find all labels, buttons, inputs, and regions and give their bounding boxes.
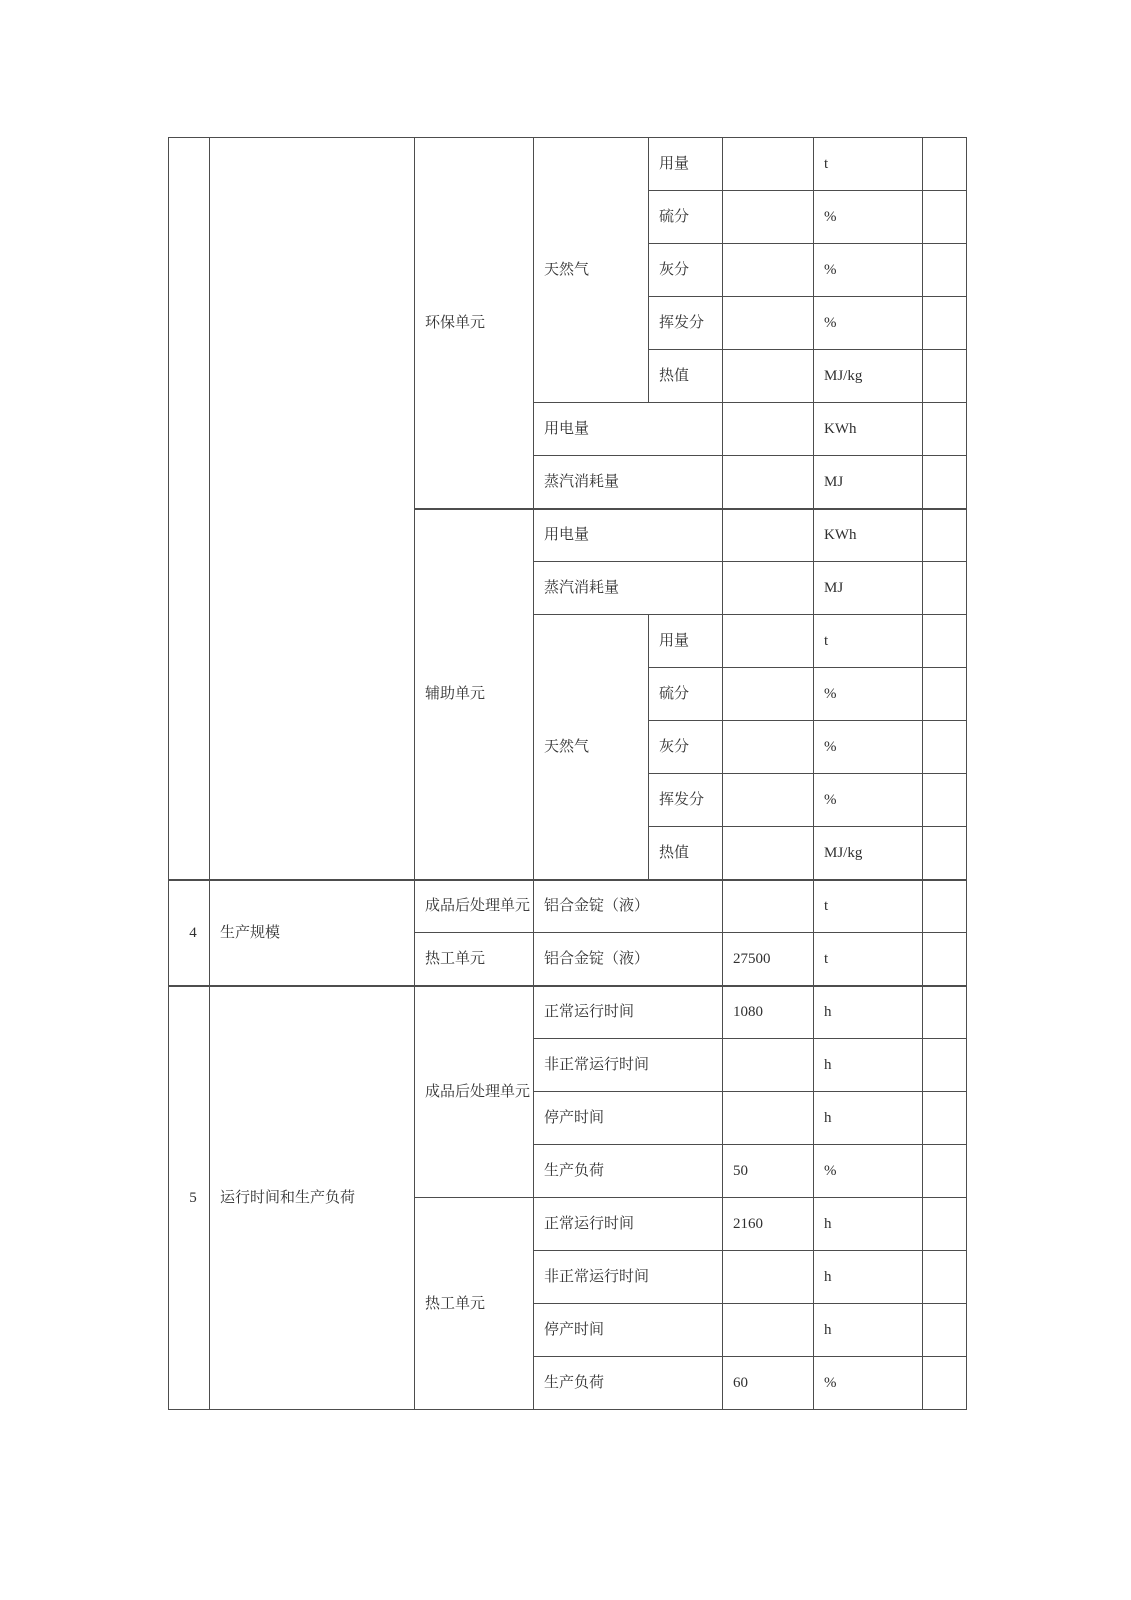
item-cell: 用电量 — [534, 403, 723, 456]
remark-cell — [923, 721, 967, 774]
remark-cell — [923, 1092, 967, 1145]
value-cell — [723, 1304, 814, 1357]
uom-cell: % — [814, 668, 923, 721]
subitem-cell: 硫分 — [649, 191, 723, 244]
table-row — [169, 986, 967, 1039]
uom-cell: MJ/kg — [814, 827, 923, 880]
value-cell — [723, 880, 814, 933]
item-cell: 生产负荷 — [534, 1145, 723, 1198]
remark-cell — [923, 880, 967, 933]
subitem-cell: 用量 — [649, 138, 723, 191]
value-cell — [723, 827, 814, 880]
uom-cell: h — [814, 986, 923, 1039]
value-cell: 27500 — [723, 933, 814, 986]
uom-cell: KWh — [814, 403, 923, 456]
subitem-cell: 用量 — [649, 615, 723, 668]
item-cell: 正常运行时间 — [534, 986, 723, 1039]
uom-cell: % — [814, 1357, 923, 1410]
value-cell — [723, 509, 814, 562]
remark-cell — [923, 827, 967, 880]
uom-cell: h — [814, 1251, 923, 1304]
value-cell — [723, 456, 814, 509]
value-cell — [723, 668, 814, 721]
subitem-cell: 灰分 — [649, 244, 723, 297]
item-cell: 蒸汽消耗量 — [534, 456, 723, 509]
uom-cell: % — [814, 244, 923, 297]
uom-cell: KWh — [814, 509, 923, 562]
remark-cell — [923, 986, 967, 1039]
item-cell: 天然气 — [534, 615, 649, 880]
remark-cell — [923, 244, 967, 297]
remark-cell — [923, 297, 967, 350]
value-cell: 2160 — [723, 1198, 814, 1251]
uom-cell: t — [814, 933, 923, 986]
item-cell: 用电量 — [534, 509, 723, 562]
value-cell — [723, 138, 814, 191]
uom-cell: t — [814, 880, 923, 933]
unit-group-cell: 热工单元 — [415, 933, 534, 986]
remark-cell — [923, 350, 967, 403]
uom-cell: % — [814, 297, 923, 350]
table-row — [169, 880, 967, 933]
uom-cell: h — [814, 1304, 923, 1357]
remark-cell — [923, 933, 967, 986]
item-cell: 非正常运行时间 — [534, 1039, 723, 1092]
value-cell — [723, 721, 814, 774]
unit-group-cell: 环保单元 — [415, 138, 534, 509]
remark-cell — [923, 562, 967, 615]
item-cell: 铝合金锭（液） — [534, 880, 723, 933]
uom-cell: h — [814, 1198, 923, 1251]
remark-cell — [923, 615, 967, 668]
remark-cell — [923, 668, 967, 721]
uom-cell: MJ — [814, 456, 923, 509]
remark-cell — [923, 1357, 967, 1410]
value-cell — [723, 244, 814, 297]
remark-cell — [923, 191, 967, 244]
remark-cell — [923, 774, 967, 827]
subitem-cell: 热值 — [649, 350, 723, 403]
item-cell: 非正常运行时间 — [534, 1251, 723, 1304]
item-cell: 蒸汽消耗量 — [534, 562, 723, 615]
value-cell — [723, 403, 814, 456]
item-cell: 正常运行时间 — [534, 1198, 723, 1251]
remark-cell — [923, 138, 967, 191]
uom-cell: t — [814, 615, 923, 668]
remark-cell — [923, 1039, 967, 1092]
uom-cell: % — [814, 1145, 923, 1198]
value-cell — [723, 562, 814, 615]
value-cell — [723, 1092, 814, 1145]
remark-cell — [923, 509, 967, 562]
subitem-cell: 灰分 — [649, 721, 723, 774]
item-cell: 停产时间 — [534, 1304, 723, 1357]
unit-group-cell: 辅助单元 — [415, 509, 534, 880]
value-cell — [723, 774, 814, 827]
row-number-cell — [169, 138, 210, 880]
item-cell: 天然气 — [534, 138, 649, 403]
value-cell — [723, 350, 814, 403]
parameters-table — [168, 137, 967, 1410]
item-cell: 生产负荷 — [534, 1357, 723, 1410]
item-cell: 铝合金锭（液） — [534, 933, 723, 986]
value-cell — [723, 615, 814, 668]
subitem-cell: 硫分 — [649, 668, 723, 721]
value-cell — [723, 191, 814, 244]
remark-cell — [923, 1304, 967, 1357]
uom-cell: MJ/kg — [814, 350, 923, 403]
value-cell — [723, 1251, 814, 1304]
unit-group-cell: 热工单元 — [415, 1198, 534, 1410]
item-cell: 停产时间 — [534, 1092, 723, 1145]
value-cell: 1080 — [723, 986, 814, 1039]
subitem-cell: 挥发分 — [649, 297, 723, 350]
subitem-cell: 挥发分 — [649, 774, 723, 827]
value-cell: 50 — [723, 1145, 814, 1198]
subitem-cell: 热值 — [649, 827, 723, 880]
remark-cell — [923, 1145, 967, 1198]
uom-cell: h — [814, 1039, 923, 1092]
uom-cell: MJ — [814, 562, 923, 615]
remark-cell — [923, 403, 967, 456]
table-row — [169, 138, 967, 191]
uom-cell: % — [814, 721, 923, 774]
category-cell: 运行时间和生产负荷 — [210, 986, 415, 1410]
value-cell — [723, 297, 814, 350]
row-number-cell: 5 — [169, 986, 210, 1410]
row-number-cell: 4 — [169, 880, 210, 986]
uom-cell: t — [814, 138, 923, 191]
uom-cell: % — [814, 774, 923, 827]
unit-group-cell: 成品后处理单元 — [415, 986, 534, 1198]
category-cell: 生产规模 — [210, 880, 415, 986]
value-cell: 60 — [723, 1357, 814, 1410]
remark-cell — [923, 456, 967, 509]
unit-group-cell: 成品后处理单元 — [415, 880, 534, 933]
remark-cell — [923, 1251, 967, 1304]
category-cell — [210, 138, 415, 880]
remark-cell — [923, 1198, 967, 1251]
value-cell — [723, 1039, 814, 1092]
uom-cell: % — [814, 191, 923, 244]
uom-cell: h — [814, 1092, 923, 1145]
